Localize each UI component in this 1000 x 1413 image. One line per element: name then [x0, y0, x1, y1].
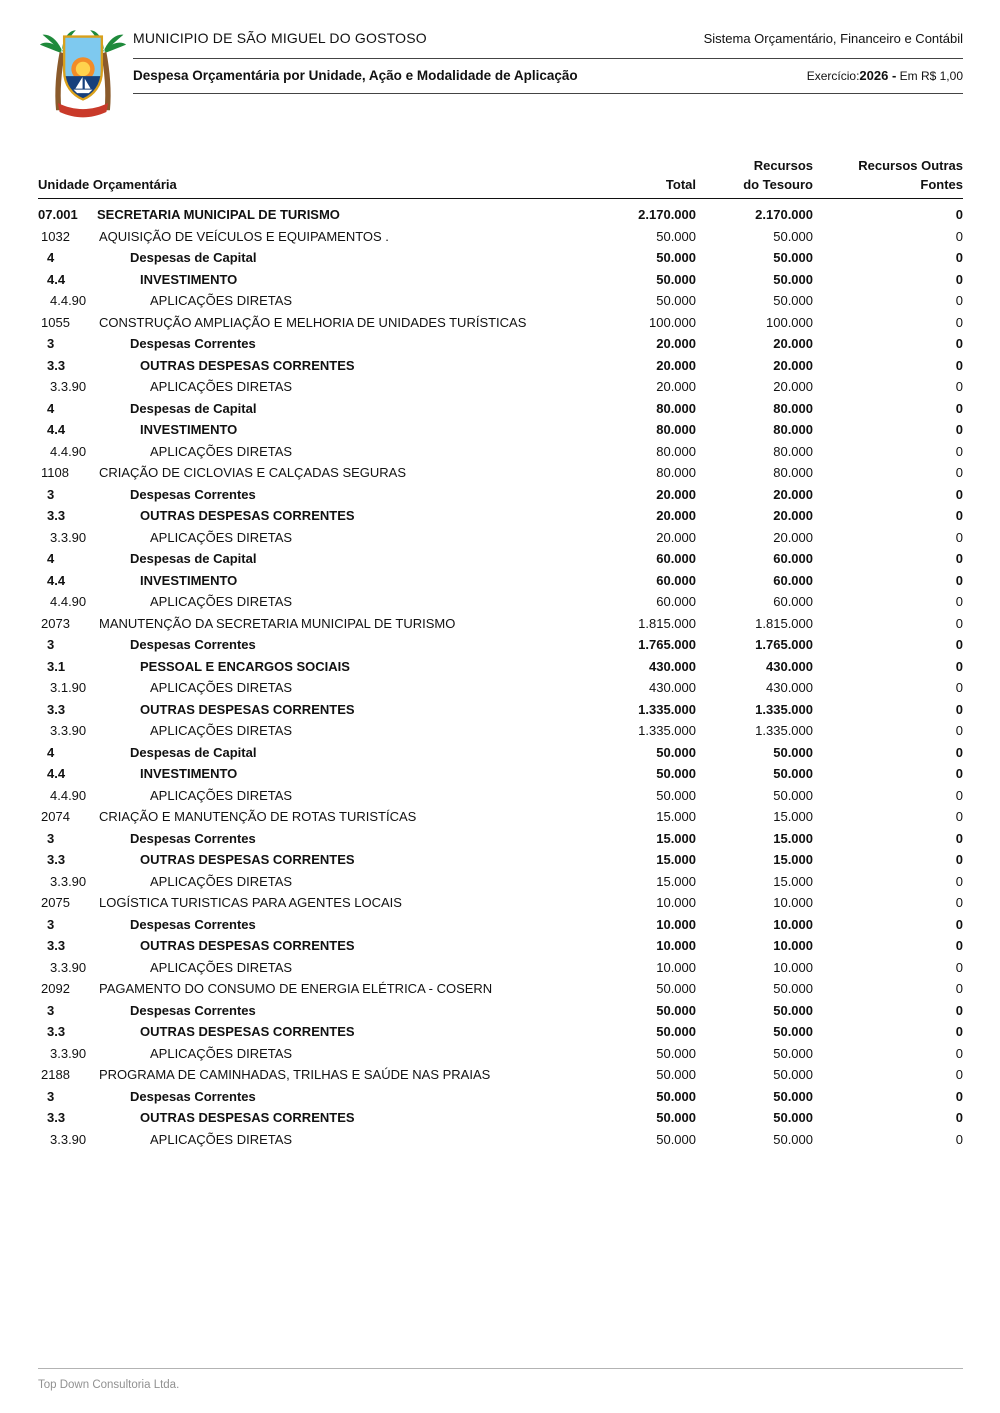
row-total: 80.000 [656, 465, 696, 480]
table-row [38, 613, 963, 635]
row-total: 1.815.000 [638, 615, 696, 631]
row-tesouro: 50.000 [773, 1088, 813, 1104]
row-tesouro: 10.000 [773, 916, 813, 932]
row-outras: 0 [955, 207, 963, 222]
row-code: 3 [47, 637, 55, 652]
table-row [38, 1086, 963, 1108]
header-body [133, 24, 963, 94]
row-outras: 0 [955, 228, 963, 244]
table-row [38, 1000, 963, 1022]
row-code: 2074 [41, 809, 70, 824]
row-outras: 0 [955, 1002, 963, 1018]
row-total: 50.000 [656, 271, 696, 287]
table-header-row [38, 156, 963, 199]
row-code: 4.4 [47, 572, 66, 588]
page-footer [38, 1368, 963, 1393]
row-code: 4.4.90 [50, 594, 87, 609]
row-description: LOGÍSTICA TURISTICAS PARA AGENTES LOCAIS [99, 895, 402, 910]
table-row [38, 785, 963, 807]
row-tesouro: 10.000 [773, 895, 813, 910]
row-code: 4 [47, 250, 55, 265]
row-tesouro: 60.000 [773, 551, 813, 566]
row-total: 430.000 [649, 680, 696, 695]
row-total: 430.000 [649, 658, 696, 674]
row-description: Despesas de Capital [130, 744, 257, 760]
row-total: 50.000 [656, 228, 696, 244]
row-outras: 0 [955, 271, 963, 287]
row-description: Despesas Correntes [130, 1002, 256, 1018]
row-total: 50.000 [656, 766, 696, 781]
table-row [38, 398, 963, 420]
row-code: 3.3 [47, 357, 66, 373]
row-total: 15.000 [656, 852, 696, 867]
row-description: INVESTIMENTO [140, 572, 238, 588]
row-tesouro: 1.335.000 [755, 723, 813, 738]
row-code: 3.3.90 [50, 959, 87, 975]
row-outras: 0 [955, 1088, 963, 1104]
row-description: OUTRAS DESPESAS CORRENTES [140, 701, 355, 717]
row-outras: 0 [955, 594, 963, 609]
row-code: 3.3 [47, 701, 66, 717]
row-code: 3.1.90 [50, 680, 87, 695]
row-outras: 0 [955, 744, 963, 760]
row-description: CONSTRUÇÃO AMPLIAÇÃO E MELHORIA DE UNIDADES TURÍSTICAS [99, 314, 527, 330]
row-total: 100.000 [649, 314, 696, 330]
row-code: 3.3.90 [50, 379, 87, 394]
row-total: 60.000 [656, 572, 696, 588]
row-outras: 0 [955, 981, 963, 996]
row-outras: 0 [955, 572, 963, 588]
row-code: 3 [47, 830, 55, 846]
row-tesouro: 50.000 [773, 293, 813, 308]
col-header-total-label: Total [665, 177, 696, 192]
table-row [38, 376, 963, 398]
row-total: 20.000 [656, 508, 696, 523]
table-row [38, 914, 963, 936]
row-code: 3.3 [47, 938, 66, 953]
row-description: Despesas Correntes [130, 486, 256, 502]
row-total: 10.000 [656, 916, 696, 932]
table-row [38, 591, 963, 613]
row-tesouro: 80.000 [773, 443, 813, 459]
row-code: 4 [47, 744, 55, 760]
row-outras: 0 [955, 1067, 963, 1082]
row-outras: 0 [955, 1045, 963, 1061]
row-outras: 0 [955, 314, 963, 330]
row-tesouro: 15.000 [773, 873, 813, 889]
row-description: INVESTIMENTO [140, 271, 238, 287]
row-outras: 0 [955, 1110, 963, 1125]
row-description: OUTRAS DESPESAS CORRENTES [140, 938, 355, 953]
row-code: 2092 [41, 981, 70, 996]
row-code: 4 [47, 400, 55, 416]
row-total: 60.000 [656, 594, 696, 609]
row-total: 50.000 [656, 1131, 696, 1147]
report-title: Despesa Orçamentária por Unidade, Ação e Modalidade de Aplicação [133, 68, 578, 83]
footer-company: Top Down Consultoria Ltda. [38, 1379, 180, 1391]
row-code: 4 [47, 551, 55, 566]
table-row [38, 699, 963, 721]
col-header-outras [813, 156, 963, 199]
row-outras: 0 [955, 959, 963, 975]
row-outras: 0 [955, 809, 963, 824]
row-outras: 0 [955, 293, 963, 308]
row-code: 3.3 [47, 1110, 66, 1125]
row-description: INVESTIMENTO [140, 422, 238, 437]
table-row [38, 871, 963, 893]
row-outras: 0 [955, 852, 963, 867]
system-name: Sistema Orçamentário, Financeiro e Contábil [703, 31, 963, 46]
row-code: 2075 [41, 895, 70, 910]
col-header-tesouro-line2: do Tesouro [743, 177, 813, 192]
row-tesouro: 10.000 [773, 938, 813, 953]
row-outras: 0 [955, 357, 963, 373]
table-row [38, 1043, 963, 1065]
row-tesouro: 100.000 [766, 314, 813, 330]
row-tesouro: 50.000 [773, 1045, 813, 1061]
row-outras: 0 [955, 486, 963, 502]
row-total: 50.000 [656, 1002, 696, 1018]
row-outras: 0 [955, 680, 963, 695]
table-row [38, 978, 963, 1000]
row-total: 50.000 [656, 1088, 696, 1104]
row-tesouro: 50.000 [773, 1002, 813, 1018]
row-total: 15.000 [656, 830, 696, 846]
row-tesouro: 20.000 [773, 486, 813, 502]
row-description: CRIAÇÃO DE CICLOVIAS E CALÇADAS SEGURAS [99, 465, 407, 480]
row-tesouro: 15.000 [773, 852, 813, 867]
table-row [38, 656, 963, 678]
row-total: 1.335.000 [638, 723, 696, 738]
row-code: 3.3.90 [50, 723, 87, 738]
row-total: 80.000 [656, 443, 696, 459]
table-row [38, 892, 963, 914]
table-row [38, 462, 963, 484]
row-description: APLICAÇÕES DIRETAS [150, 959, 293, 975]
row-outras: 0 [955, 443, 963, 459]
row-total: 10.000 [656, 895, 696, 910]
row-description: APLICAÇÕES DIRETAS [150, 680, 293, 695]
table-row [38, 527, 963, 549]
row-description: APLICAÇÕES DIRETAS [150, 723, 293, 738]
row-outras: 0 [955, 658, 963, 674]
row-code: 4.4.90 [50, 293, 87, 308]
row-code: 1032 [41, 228, 70, 244]
row-description: Despesas Correntes [130, 830, 256, 846]
row-tesouro: 430.000 [766, 658, 813, 674]
row-tesouro: 50.000 [773, 1110, 813, 1125]
row-tesouro: 20.000 [773, 379, 813, 394]
row-code: 3 [47, 486, 55, 502]
row-code: 1055 [41, 314, 70, 330]
row-total: 20.000 [656, 336, 696, 351]
table-row [38, 269, 963, 291]
row-outras: 0 [955, 701, 963, 717]
col-header-tesouro-line1: Recursos [753, 158, 813, 173]
row-description: Despesas Correntes [130, 916, 256, 932]
row-total: 10.000 [656, 938, 696, 953]
row-total: 20.000 [656, 357, 696, 373]
row-code: 3.3 [47, 1024, 66, 1039]
row-description: INVESTIMENTO [140, 766, 238, 781]
row-description: OUTRAS DESPESAS CORRENTES [140, 357, 355, 373]
row-description: SECRETARIA MUNICIPAL DE TURISMO [97, 207, 340, 222]
row-tesouro: 50.000 [773, 228, 813, 244]
row-outras: 0 [955, 615, 963, 631]
table-row [38, 935, 963, 957]
row-tesouro: 20.000 [773, 336, 813, 351]
row-description: MANUTENÇÃO DA SECRETARIA MUNICIPAL DE TURISMO [99, 615, 456, 631]
row-description: PAGAMENTO DO CONSUMO DE ENERGIA ELÉTRICA - COSERN [99, 981, 493, 996]
row-outras: 0 [955, 465, 963, 480]
row-description: PROGRAMA DE CAMINHADAS, TRILHAS E SAÚDE NAS PRAIAS [99, 1067, 491, 1082]
row-tesouro: 60.000 [773, 572, 813, 588]
row-outras: 0 [955, 1131, 963, 1147]
row-outras: 0 [955, 379, 963, 394]
row-code: 3.3.90 [50, 1045, 87, 1061]
row-outras: 0 [955, 250, 963, 265]
table-row [38, 505, 963, 527]
row-tesouro: 1.765.000 [755, 637, 813, 652]
row-tesouro: 80.000 [773, 400, 813, 416]
row-description: PESSOAL E ENCARGOS SOCIAIS [140, 658, 350, 674]
table-row [38, 1107, 963, 1129]
row-code: 4.4 [47, 271, 66, 287]
row-description: APLICAÇÕES DIRETAS [150, 529, 293, 545]
row-total: 2.170.000 [638, 207, 696, 222]
header-row-2 [133, 59, 963, 94]
row-description: OUTRAS DESPESAS CORRENTES [140, 852, 355, 867]
row-total: 15.000 [656, 809, 696, 824]
row-total: 20.000 [656, 379, 696, 394]
row-code: 3.3 [47, 508, 66, 523]
row-description: Despesas de Capital [130, 250, 257, 265]
municipal-crest-logo [38, 24, 133, 126]
row-outras: 0 [955, 637, 963, 652]
table-body [38, 199, 963, 1151]
row-outras: 0 [955, 766, 963, 781]
row-outras: 0 [955, 1024, 963, 1039]
table-row [38, 419, 963, 441]
page-header [0, 0, 1000, 126]
row-tesouro: 1.335.000 [755, 701, 813, 717]
row-description: APLICAÇÕES DIRETAS [150, 443, 293, 459]
table-row [38, 355, 963, 377]
row-code: 4.4.90 [50, 787, 87, 803]
row-total: 80.000 [656, 400, 696, 416]
row-tesouro: 10.000 [773, 959, 813, 975]
header-row-1 [133, 30, 963, 59]
row-outras: 0 [955, 873, 963, 889]
table-row [38, 828, 963, 850]
row-description: APLICAÇÕES DIRETAS [150, 787, 293, 803]
row-tesouro: 430.000 [766, 680, 813, 695]
budget-table [38, 156, 963, 1150]
row-tesouro: 80.000 [773, 465, 813, 480]
row-outras: 0 [955, 895, 963, 910]
row-total: 50.000 [656, 787, 696, 803]
row-code: 4.4.90 [50, 443, 87, 459]
row-total: 50.000 [656, 981, 696, 996]
row-outras: 0 [955, 916, 963, 932]
row-code: 3.3 [47, 852, 66, 867]
row-outras: 0 [955, 400, 963, 416]
row-code: 3.3.90 [50, 873, 87, 889]
row-tesouro: 2.170.000 [755, 207, 813, 222]
row-code: 2188 [41, 1067, 70, 1082]
table-row [38, 806, 963, 828]
row-description: Despesas Correntes [130, 1088, 256, 1104]
col-header-unit-label: Unidade Orçamentária [38, 177, 177, 192]
row-description: OUTRAS DESPESAS CORRENTES [140, 1024, 355, 1039]
row-code: 3 [47, 916, 55, 932]
row-outras: 0 [955, 723, 963, 738]
row-code: 3 [47, 1002, 55, 1018]
row-tesouro: 50.000 [773, 271, 813, 287]
row-description: OUTRAS DESPESAS CORRENTES [140, 508, 355, 523]
table-row [38, 763, 963, 785]
row-total: 20.000 [656, 486, 696, 502]
row-code: 07.001 [38, 207, 78, 222]
row-total: 50.000 [656, 250, 696, 265]
row-description: Despesas de Capital [130, 400, 257, 416]
row-tesouro: 50.000 [773, 744, 813, 760]
table-row [38, 226, 963, 248]
row-tesouro: 50.000 [773, 1131, 813, 1147]
crest-icon [38, 24, 128, 121]
row-tesouro: 20.000 [773, 529, 813, 545]
table-row [38, 1021, 963, 1043]
row-tesouro: 50.000 [773, 787, 813, 803]
table-row [38, 333, 963, 355]
row-tesouro: 80.000 [773, 422, 813, 437]
row-description: CRIAÇÃO E MANUTENÇÃO DE ROTAS TURISTÍCAS [99, 809, 417, 824]
row-tesouro: 60.000 [773, 594, 813, 609]
table-row [38, 634, 963, 656]
row-description: OUTRAS DESPESAS CORRENTES [140, 1110, 355, 1125]
row-total: 20.000 [656, 529, 696, 545]
row-total: 50.000 [656, 1067, 696, 1082]
table-row [38, 742, 963, 764]
col-header-outras-line2: Fontes [920, 177, 963, 192]
col-header-tesouro [696, 156, 813, 199]
row-code: 4.4 [47, 422, 66, 437]
municipality-name: MUNICIPIO DE SÃO MIGUEL DO GOSTOSO [133, 30, 427, 46]
row-total: 50.000 [656, 1024, 696, 1039]
row-outras: 0 [955, 529, 963, 545]
table-row [38, 290, 963, 312]
row-code: 3.3.90 [50, 529, 87, 545]
table-row [38, 247, 963, 269]
row-outras: 0 [955, 938, 963, 953]
row-description: APLICAÇÕES DIRETAS [150, 594, 293, 609]
row-tesouro: 50.000 [773, 1024, 813, 1039]
row-description: Despesas de Capital [130, 551, 257, 566]
row-description: APLICAÇÕES DIRETAS [150, 293, 293, 308]
row-total: 80.000 [656, 422, 696, 437]
row-tesouro: 15.000 [773, 830, 813, 846]
table-row [38, 957, 963, 979]
row-total: 50.000 [656, 293, 696, 308]
row-tesouro: 50.000 [773, 250, 813, 265]
exercise-label: Exercício: [806, 69, 860, 83]
exercise-year: 2026 - [859, 68, 897, 83]
row-total: 50.000 [656, 1110, 696, 1125]
row-total: 60.000 [656, 551, 696, 566]
row-outras: 0 [955, 336, 963, 351]
table-row [38, 484, 963, 506]
table-row [38, 849, 963, 871]
row-code: 3.3.90 [50, 1131, 87, 1147]
table-row [38, 570, 963, 592]
row-tesouro: 50.000 [773, 1067, 813, 1082]
row-tesouro: 20.000 [773, 357, 813, 373]
row-outras: 0 [955, 787, 963, 803]
row-outras: 0 [955, 830, 963, 846]
col-header-unit [38, 156, 527, 199]
table-header [38, 156, 963, 199]
table-row [38, 1129, 963, 1151]
row-tesouro: 50.000 [773, 766, 813, 781]
row-code: 3 [47, 336, 55, 351]
row-description: Despesas Correntes [130, 637, 256, 652]
row-outras: 0 [955, 551, 963, 566]
col-header-total [527, 156, 696, 199]
table-row [38, 1064, 963, 1086]
exercise-unit: Em R$ 1,00 [899, 69, 963, 83]
row-tesouro: 50.000 [773, 981, 813, 996]
row-description: APLICAÇÕES DIRETAS [150, 1045, 293, 1061]
table-row [38, 312, 963, 334]
row-description: APLICAÇÕES DIRETAS [150, 379, 293, 394]
row-description: AQUISIÇÃO DE VEÍCULOS E EQUIPAMENTOS . [99, 228, 389, 244]
row-code: 2073 [41, 615, 70, 631]
row-code: 4.4 [47, 766, 66, 781]
row-total: 10.000 [656, 959, 696, 975]
row-code: 3.1 [47, 658, 66, 674]
row-tesouro: 15.000 [773, 809, 813, 824]
col-header-outras-line1: Recursos Outras [858, 158, 963, 173]
row-description: APLICAÇÕES DIRETAS [150, 1131, 293, 1147]
row-description: APLICAÇÕES DIRETAS [150, 873, 293, 889]
row-description: Despesas Correntes [130, 336, 256, 351]
table-row [38, 199, 963, 226]
exercise-info [807, 68, 963, 83]
table-row [38, 441, 963, 463]
row-total: 1.765.000 [638, 637, 696, 652]
row-total: 1.335.000 [638, 701, 696, 717]
row-tesouro: 1.815.000 [755, 615, 813, 631]
row-total: 15.000 [656, 873, 696, 889]
table-row [38, 720, 963, 742]
row-outras: 0 [955, 508, 963, 523]
table-row [38, 548, 963, 570]
row-outras: 0 [955, 422, 963, 437]
row-tesouro: 20.000 [773, 508, 813, 523]
table-row [38, 677, 963, 699]
row-total: 50.000 [656, 1045, 696, 1061]
row-total: 50.000 [656, 744, 696, 760]
row-code: 1108 [41, 465, 69, 480]
row-code: 3 [47, 1088, 55, 1104]
